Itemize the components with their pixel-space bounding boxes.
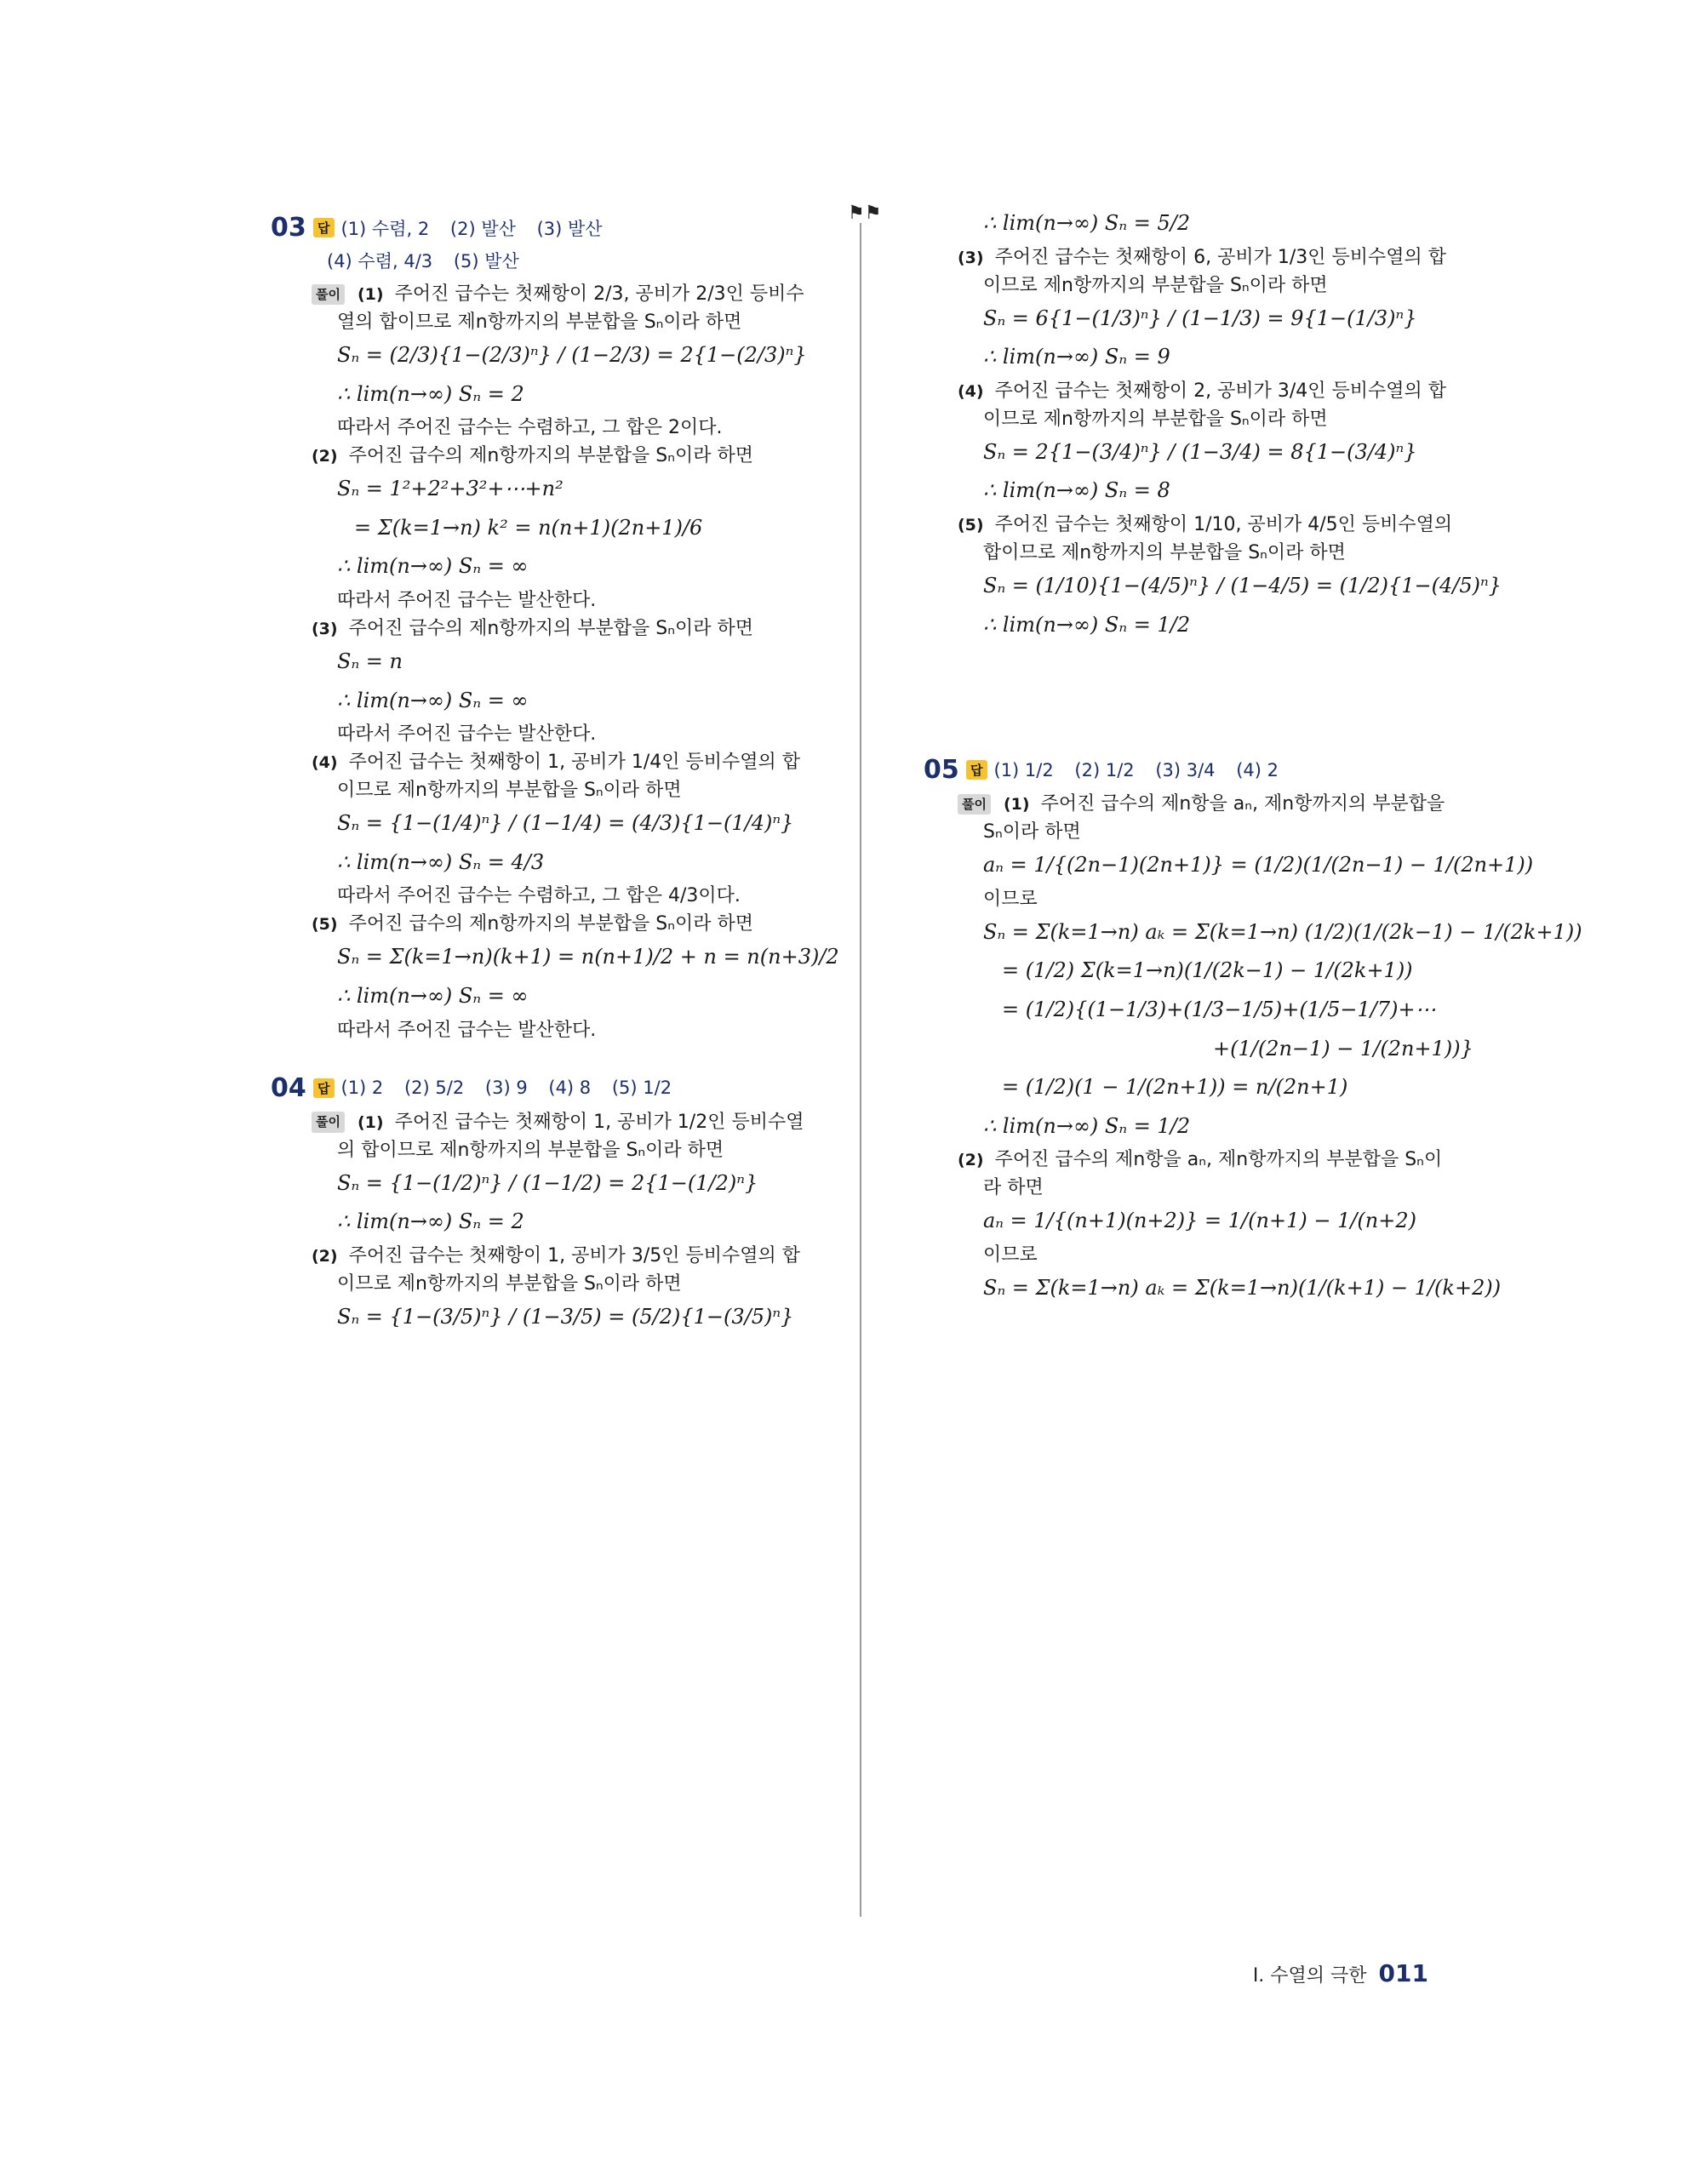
solution-part-1 — [312, 280, 832, 308]
part-label: (2) — [312, 1246, 338, 1266]
problem-05-header — [924, 755, 1451, 785]
answer-badge: 답 — [966, 760, 987, 780]
answer-list — [994, 760, 1295, 780]
problem-04-header — [271, 1073, 832, 1103]
right-column — [924, 204, 1582, 1308]
math-equation: ∴ lim(n→∞) Sₙ = 1/2 — [983, 612, 1191, 637]
solution-text: 이므로 제n항까지의 부분합을 Sₙ이라 하면 — [983, 408, 1328, 430]
math-equation: ∴ lim(n→∞) Sₙ = ∞ — [337, 983, 529, 1008]
math-equation: ∴ lim(n→∞) Sₙ = 4/3 — [337, 849, 545, 874]
math-equation: = (1/2) Σ(k=1→n)(1/(2k−1) − 1/(2k+1)) — [1002, 958, 1413, 983]
part-label: (5) — [958, 515, 984, 535]
problem-number: 03 — [271, 213, 306, 243]
solution-badge: 풀이 — [958, 794, 991, 815]
solution-text: 주어진 급수의 제n항까지의 부분합을 Sₙ이라 하면 — [348, 445, 754, 467]
answer-item: (3) 발산 — [536, 218, 603, 239]
math-equation: aₙ = 1/{(2n−1)(2n+1)} = (1/2)(1/(2n−1) − 1/(2n+1)) — [983, 853, 1534, 878]
solution-text: Sₙ이라 하면 — [983, 821, 1081, 843]
solution-text: 주어진 급수는 첫째항이 1, 공비가 3/5인 등비수열의 합 — [348, 1244, 800, 1266]
solution-part-3 — [958, 243, 1451, 272]
solution-text: 주어진 급수는 첫째항이 2, 공비가 3/4인 등비수열의 합 — [994, 380, 1446, 402]
solution-text: 주어진 급수의 제n항까지의 부분합을 Sₙ이라 하면 — [348, 617, 754, 639]
solution-conclusion: 따라서 주어진 급수는 발산한다. — [337, 1019, 597, 1041]
math-equation: ∴ lim(n→∞) Sₙ = 8 — [983, 478, 1170, 503]
solution-05 — [958, 790, 1582, 1307]
answer-item: (1) 수렴, 2 — [340, 218, 430, 239]
solution-text: 이므로 — [983, 888, 1038, 910]
answer-item: (2) 발산 — [449, 218, 516, 239]
answer-item: (2) 1/2 — [1074, 759, 1135, 780]
math-equation: Sₙ = Σ(k=1→n) aₖ = Σ(k=1→n) (1/2)(1/(2k−1) − 1/(2k+1)) — [983, 919, 1582, 944]
math-equation: ∴ lim(n→∞) Sₙ = 2 — [337, 1209, 524, 1234]
solution-text: 이므로 제n항까지의 부분합을 Sₙ이라 하면 — [983, 274, 1328, 296]
solution-text: 열의 합이므로 제n항까지의 부분합을 Sₙ이라 하면 — [337, 312, 742, 333]
solution-text: 주어진 급수는 첫째항이 1, 공비가 1/2인 등비수열 — [394, 1111, 804, 1133]
math-equation: = (1/2){(1−1/3)+(1/3−1/5)+(1/5−1/7)+⋯ — [1002, 997, 1436, 1021]
answer-item: (4) 수렴, 4/3 — [327, 251, 433, 272]
math-equation: Sₙ = Σ(k=1→n)(k+1) = n(n+1)/2 + n = n(n+3)/2 — [337, 945, 839, 969]
solution-part-5 — [312, 910, 832, 938]
solution-badge: 풀이 — [312, 1112, 345, 1133]
solution-part-1 — [312, 1108, 832, 1136]
solution-part-1 — [958, 790, 1451, 818]
part-label: (1) — [357, 1112, 384, 1132]
part-label: (1) — [1003, 795, 1030, 815]
solution-conclusion: 따라서 주어진 급수는 수렴하고, 그 합은 4/3이다. — [337, 885, 741, 907]
solution-text: 주어진 급수의 제n항을 aₙ, 제n항까지의 부분합을 — [1040, 793, 1445, 815]
solution-text: 주어진 급수는 첫째항이 6, 공비가 1/3인 등비수열의 합 — [994, 246, 1446, 268]
answer-list — [341, 215, 618, 241]
math-equation: ∴ lim(n→∞) Sₙ = 1/2 — [983, 1113, 1191, 1138]
part-label: (4) — [312, 753, 338, 773]
math-equation: Sₙ = 1²+2²+3²+⋯+n² — [337, 477, 564, 501]
math-equation: ∴ lim(n→∞) Sₙ = ∞ — [337, 688, 529, 712]
page-number: 011 — [1378, 1959, 1428, 1987]
math-equation: Sₙ = {1−(1/4)ⁿ} / (1−1/4) = (4/3){1−(1/4)ⁿ} — [337, 811, 794, 836]
answer-item: (4) 2 — [1236, 759, 1279, 780]
math-equation: aₙ = 1/{(n+1)(n+2)} = 1/(n+1) − 1/(n+2) — [983, 1209, 1416, 1233]
math-equation: = Σ(k=1→n) k² = n(n+1)(2n+1)/6 — [354, 515, 703, 540]
column-divider — [860, 223, 861, 1917]
answer-badge: 답 — [313, 1078, 335, 1098]
problem-number: 04 — [271, 1072, 306, 1103]
problem-number: 05 — [924, 755, 959, 786]
solution-text: 주어진 급수의 제n항을 aₙ, 제n항까지의 부분합을 Sₙ이 — [994, 1149, 1443, 1171]
math-equation: Sₙ = 6{1−(1/3)ⁿ} / (1−1/3) = 9{1−(1/3)ⁿ} — [983, 306, 1417, 330]
part-label: (3) — [958, 248, 984, 267]
part-label: (5) — [312, 915, 338, 935]
math-equation: ∴ lim(n→∞) Sₙ = 5/2 — [983, 211, 1191, 235]
left-column — [271, 204, 839, 1336]
solution-part-2 — [312, 1242, 832, 1270]
page-footer — [1253, 1959, 1428, 1987]
math-equation: Sₙ = n — [337, 649, 403, 673]
solution-part-4 — [958, 377, 1451, 405]
answer-list — [341, 1078, 688, 1098]
solution-part-5 — [958, 511, 1451, 539]
solution-part-2 — [958, 1146, 1451, 1174]
solution-part-4 — [312, 748, 832, 776]
solution-conclusion: 따라서 주어진 급수는 발산한다. — [337, 723, 597, 746]
solution-text: 라 하면 — [983, 1177, 1044, 1199]
answer-item: (3) 9 — [484, 1078, 528, 1099]
solution-conclusion: 따라서 주어진 급수는 발산한다. — [337, 589, 597, 611]
solution-part-2 — [312, 442, 832, 470]
solution-text: 합이므로 제n항까지의 부분합을 Sₙ이라 하면 — [983, 541, 1346, 563]
math-equation: Sₙ = Σ(k=1→n) aₖ = Σ(k=1→n)(1/(k+1) − 1/(k+2)) — [983, 1275, 1502, 1300]
answer-item: (5) 발산 — [453, 251, 519, 272]
solution-badge: 풀이 — [312, 284, 345, 306]
solution-text: 주어진 급수는 첫째항이 2/3, 공비가 2/3인 등비수 — [394, 283, 804, 305]
part-label: (1) — [357, 285, 384, 304]
math-equation: ∴ lim(n→∞) Sₙ = 9 — [983, 345, 1170, 369]
math-equation: +(1/(2n−1) − 1/(2n+1))} — [1213, 1036, 1473, 1061]
solution-text: 이므로 제n항까지의 부분합을 Sₙ이라 하면 — [337, 1272, 682, 1295]
answer-item: (1) 1/2 — [993, 759, 1054, 780]
math-equation: Sₙ = {1−(3/5)ⁿ} / (1−3/5) = (5/2){1−(3/5)ⁿ} — [337, 1304, 794, 1329]
math-equation: ∴ lim(n→∞) Sₙ = 2 — [337, 381, 524, 406]
solution-text: 의 합이므로 제n항까지의 부분합을 Sₙ이라 하면 — [337, 1139, 724, 1161]
section-title: I. 수열의 극한 — [1252, 1965, 1367, 1987]
answer-item: (5) 1/2 — [611, 1078, 672, 1099]
solution-text: 주어진 급수의 제n항까지의 부분합을 Sₙ이라 하면 — [348, 913, 754, 935]
math-equation: = (1/2)(1 − 1/(2n+1)) = n/(2n+1) — [1002, 1075, 1348, 1100]
solution-conclusion: 따라서 주어진 급수는 수렴하고, 그 합은 2이다. — [337, 417, 723, 439]
flag-ornament-icon: ⚑⚑ — [848, 203, 882, 224]
part-label: (4) — [958, 381, 984, 401]
answer-item: (4) 8 — [548, 1078, 592, 1099]
solution-text: 주어진 급수는 첫째항이 1/10, 공비가 4/5인 등비수열의 — [994, 513, 1453, 535]
solution-text: 이므로 제n항까지의 부분합을 Sₙ이라 하면 — [337, 780, 682, 802]
answer-badge: 답 — [313, 218, 335, 237]
part-label: (3) — [312, 619, 338, 638]
math-equation: Sₙ = (2/3){1−(2/3)ⁿ} / (1−2/3) = 2{1−(2/3)ⁿ} — [337, 343, 807, 367]
math-equation: Sₙ = (1/10){1−(4/5)ⁿ} / (1−4/5) = (1/2){1−(4/5)ⁿ} — [983, 573, 1502, 597]
answer-item: (2) 5/2 — [403, 1078, 465, 1099]
answer-list-line2 — [327, 248, 832, 273]
solution-text: 주어진 급수는 첫째항이 1, 공비가 1/4인 등비수열의 합 — [348, 752, 800, 774]
solution-part-3 — [312, 615, 832, 643]
math-equation: Sₙ = 2{1−(3/4)ⁿ} / (1−3/4) = 8{1−(3/4)ⁿ} — [983, 439, 1417, 464]
solution-text: 이므로 — [983, 1244, 1038, 1266]
math-equation: Sₙ = {1−(1/2)ⁿ} / (1−1/2) = 2{1−(1/2)ⁿ} — [337, 1170, 758, 1195]
part-label: (2) — [312, 447, 338, 466]
solution-04-continued — [958, 204, 1502, 644]
answer-item: (3) 3/4 — [1155, 759, 1216, 780]
problem-03-header — [271, 213, 832, 243]
solution-03 — [312, 280, 839, 1044]
solution-04 — [312, 1108, 832, 1337]
answer-item: (1) 2 — [340, 1078, 384, 1099]
part-label: (2) — [958, 1151, 984, 1170]
math-equation: ∴ lim(n→∞) Sₙ = ∞ — [337, 554, 529, 579]
